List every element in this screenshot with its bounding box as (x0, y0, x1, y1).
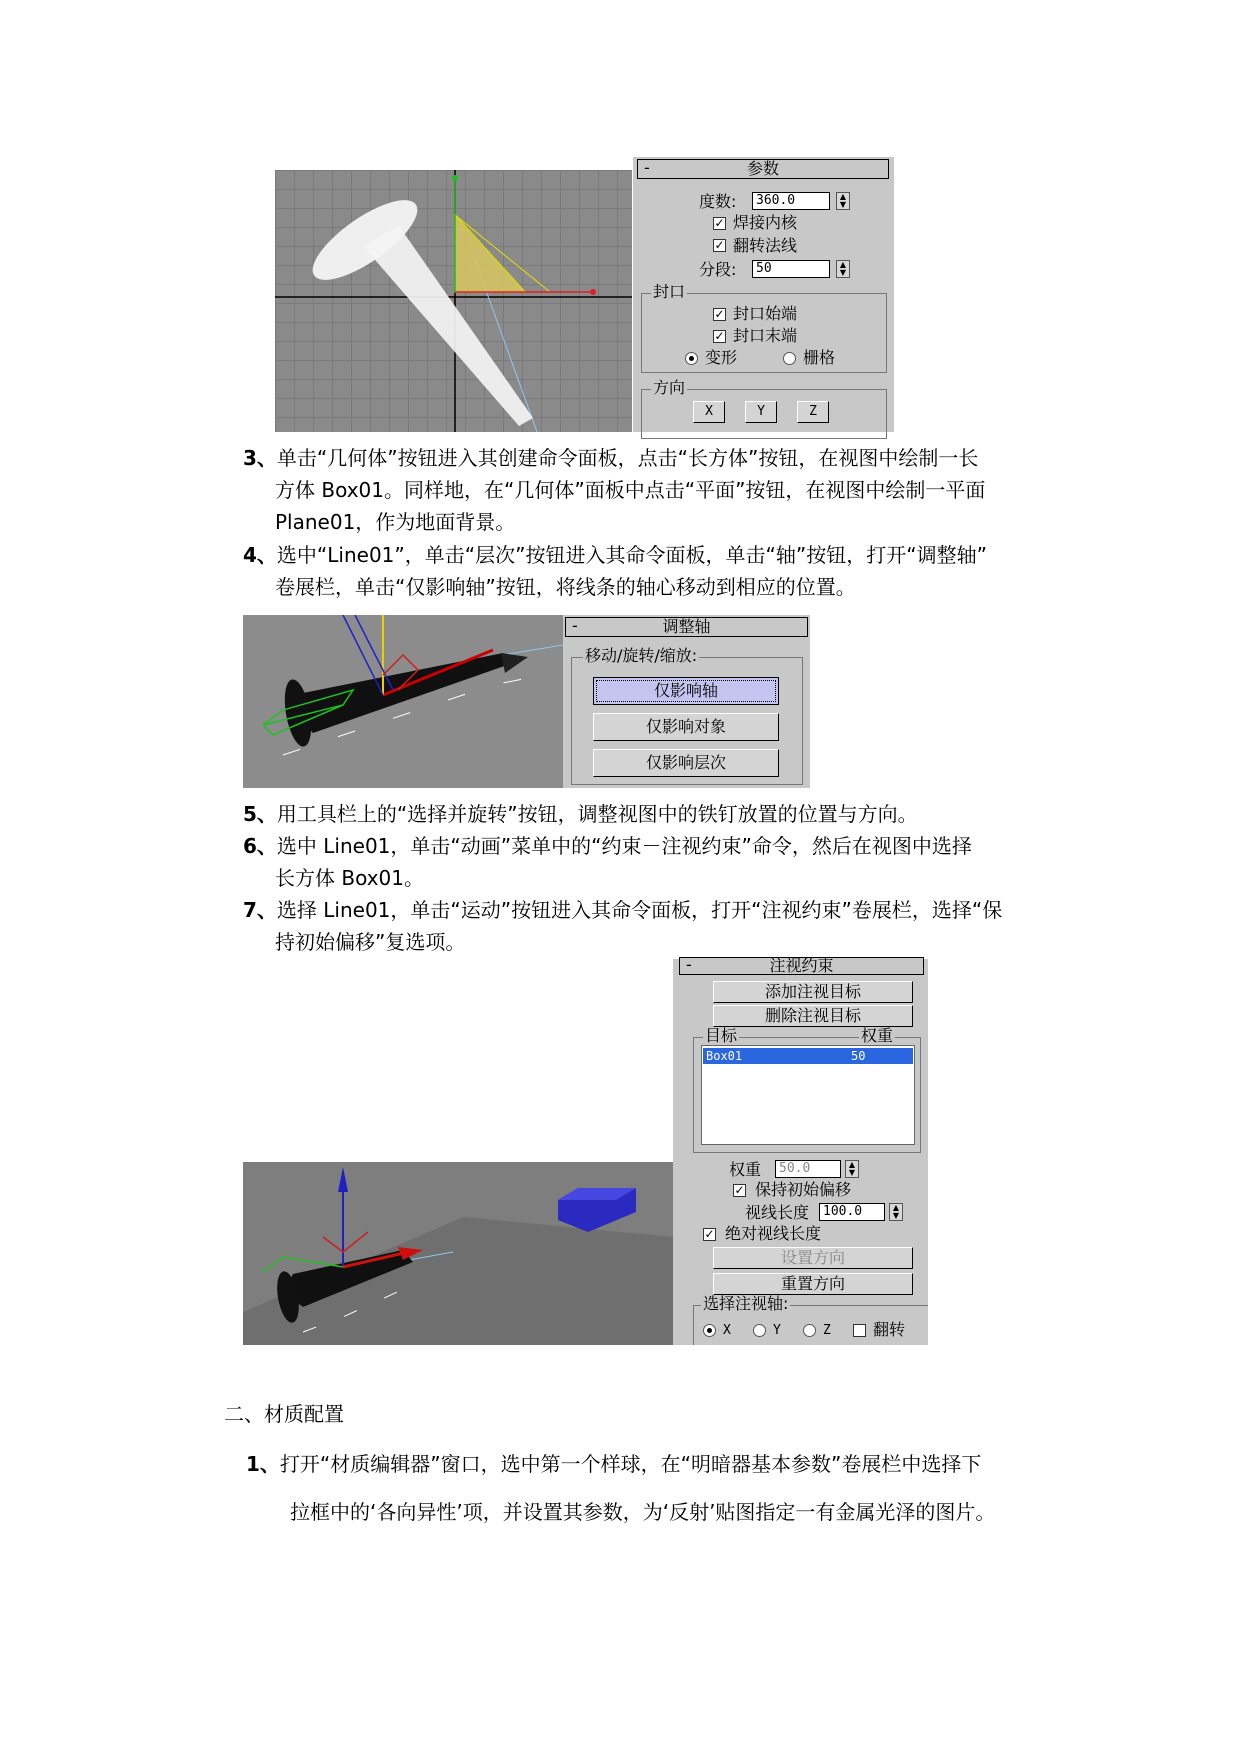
viewline-length-input[interactable]: 100.0 (819, 1203, 885, 1221)
step-line: Plane01，作为地面背景。 (275, 510, 516, 534)
direction-group-title: 方向 (653, 378, 686, 397)
grid-label: 栅格 (803, 348, 836, 367)
step-3 (243, 442, 1063, 538)
axis-y-label: Y (773, 1323, 781, 1338)
flip-normals-checkbox[interactable]: ✓ (714, 238, 725, 252)
axis-x-button[interactable]: X (693, 401, 725, 423)
degrees-label: 度数: (699, 192, 737, 211)
capping-group-title: 封口 (653, 282, 686, 301)
viewline-length-label: 视线长度 (745, 1203, 810, 1222)
section-heading: 二、材质配置 (224, 1402, 344, 1426)
step-line: 单击“几何体”按钮进入其创建命令面板，点击“长方体”按钮，在视图中绘制一长 (276, 446, 979, 470)
axis-z-radio[interactable] (803, 1324, 816, 1337)
grid-radio[interactable] (783, 352, 796, 365)
keep-initial-offset-label: 保持初始偏移 (755, 1180, 852, 1199)
target-column-header: 目标 (705, 1026, 738, 1045)
set-orientation-button[interactable]: 设置方向 (713, 1247, 913, 1269)
step-line: 持初始偏移”复选项。 (275, 930, 466, 954)
morph-radio[interactable] (685, 352, 698, 365)
step-line: 方体 Box01。同样地，在“几何体”面板中点击“平面”按钮，在视图中绘制一平面 (275, 478, 986, 502)
degrees-input[interactable]: 360.0 (752, 192, 830, 210)
material-step-1-line-1 (246, 1448, 1066, 1480)
viewport-pivot[interactable] (243, 615, 563, 788)
axis-y-radio[interactable] (753, 1324, 766, 1337)
weight-column-header: 权重 (861, 1026, 894, 1045)
weld-core-label: 焊接内核 (733, 213, 798, 232)
affect-pivot-only-button[interactable]: 仅影响轴 (593, 677, 779, 705)
viewline-spinner-arrows[interactable]: ▲ ▼ (889, 1203, 903, 1221)
viewport-lathe-nail[interactable] (275, 170, 632, 432)
segments-input[interactable]: 50 (752, 260, 830, 278)
nail-pivot-graphic (243, 615, 563, 788)
axis-z-button[interactable]: Z (797, 401, 829, 423)
target-list[interactable] (701, 1045, 915, 1145)
step-number: 3、 (243, 446, 277, 470)
flip-checkbox[interactable] (853, 1324, 866, 1337)
select-lookat-axis-title: 选择注视轴: (703, 1294, 789, 1313)
cap-end-checkbox[interactable]: ✓ (714, 329, 725, 343)
absolute-viewline-label: 绝对视线长度 (725, 1224, 822, 1243)
list-item[interactable] (703, 1048, 913, 1064)
affect-object-only-button[interactable]: 仅影响对象 (593, 713, 779, 741)
step-line: 用工具栏上的“选择并旋转”按钮，调整视图中的铁钉放置的位置与方向。 (276, 802, 918, 826)
cap-start-label: 封口始端 (733, 304, 798, 323)
step-line: 选择 Line01，单击“运动”按钮进入其命令面板，打开“注视约束”卷展栏，选择“保 (276, 898, 1003, 922)
step-4 (243, 539, 1063, 603)
parameters-rollout-header[interactable] (637, 159, 889, 179)
axis-x-label: X (723, 1323, 731, 1338)
parameters-panel (633, 157, 894, 432)
collapse-icon: - (686, 955, 692, 974)
flip-normals-label: 翻转法线 (733, 236, 798, 255)
weld-core-checkbox[interactable]: ✓ (714, 216, 725, 230)
rollout-title: 注视约束 (769, 956, 834, 975)
step-6 (243, 830, 1063, 894)
weight-input[interactable]: 50.0 (775, 1160, 841, 1178)
axis-x-radio[interactable] (703, 1324, 716, 1337)
cap-end-label: 封口末端 (733, 326, 798, 345)
rollout-title: 调整轴 (662, 617, 711, 636)
adjust-pivot-panel (563, 615, 810, 788)
axis-z-label: Z (823, 1323, 831, 1338)
segments-label: 分段: (699, 260, 737, 279)
step-line: 长方体 Box01。 (275, 866, 424, 890)
keep-initial-offset-checkbox[interactable]: ✓ (734, 1183, 745, 1197)
collapse-icon: - (572, 616, 578, 635)
absolute-viewline-checkbox[interactable]: ✓ (704, 1227, 715, 1241)
step-line: 打开“材质编辑器”窗口，选中第一个样球，在“明暗器基本参数”卷展栏中选择下 (279, 1452, 982, 1476)
step-5 (243, 798, 1063, 830)
adjust-pivot-rollout-header[interactable] (565, 617, 808, 637)
step-line: 选中“Line01”，单击“层次”按钮进入其命令面板，单击“轴”按钮，打开“调整轴” (276, 543, 987, 567)
lookat-constraint-panel (673, 955, 928, 1345)
step-line: 卷展栏，单击“仅影响轴”按钮，将线条的轴心移动到相应的位置。 (275, 575, 856, 599)
nail-wireframe-graphic (275, 170, 632, 432)
morph-label: 变形 (705, 348, 738, 367)
degrees-spinner-arrows[interactable]: ▲ ▼ (836, 192, 850, 210)
step-number: 4、 (243, 543, 277, 567)
step-number: 7、 (243, 898, 277, 922)
flip-label: 翻转 (873, 1320, 906, 1339)
step-7 (243, 894, 1063, 958)
step-number: 6、 (243, 834, 277, 858)
weight-spinner-arrows[interactable]: ▲ ▼ (845, 1160, 859, 1178)
nail-lookat-graphic (243, 1162, 673, 1345)
affect-hierarchy-only-button[interactable]: 仅影响层次 (593, 749, 779, 777)
delete-lookat-target-button[interactable]: 删除注视目标 (713, 1005, 913, 1027)
target-weight: 50 (851, 1049, 866, 1063)
segments-spinner-arrows[interactable]: ▲ ▼ (836, 260, 850, 278)
lookat-rollout-header[interactable] (679, 957, 924, 975)
axis-y-button[interactable]: Y (745, 401, 777, 423)
target-name: Box01 (706, 1049, 743, 1063)
rollout-title: 参数 (746, 159, 779, 178)
step-number: 5、 (243, 802, 277, 826)
material-step-1-line-2: 拉框中的‘各向异性’项，并设置其参数，为‘反射’贴图指定一有金属光泽的图片。 (290, 1500, 996, 1524)
move-rotate-scale-title: 移动/旋转/缩放: (585, 646, 698, 665)
collapse-icon: - (644, 158, 650, 177)
cap-start-checkbox[interactable]: ✓ (714, 307, 725, 321)
add-lookat-target-button[interactable]: 添加注视目标 (713, 981, 913, 1003)
step-line: 选中 Line01，单击“动画”菜单中的“约束－注视约束”命令，然后在视图中选择 (276, 834, 972, 858)
step-number: 1、 (246, 1452, 280, 1476)
weight-label: 权重 (729, 1160, 762, 1179)
viewport-lookat[interactable] (243, 1162, 673, 1345)
reset-orientation-button[interactable]: 重置方向 (713, 1273, 913, 1295)
